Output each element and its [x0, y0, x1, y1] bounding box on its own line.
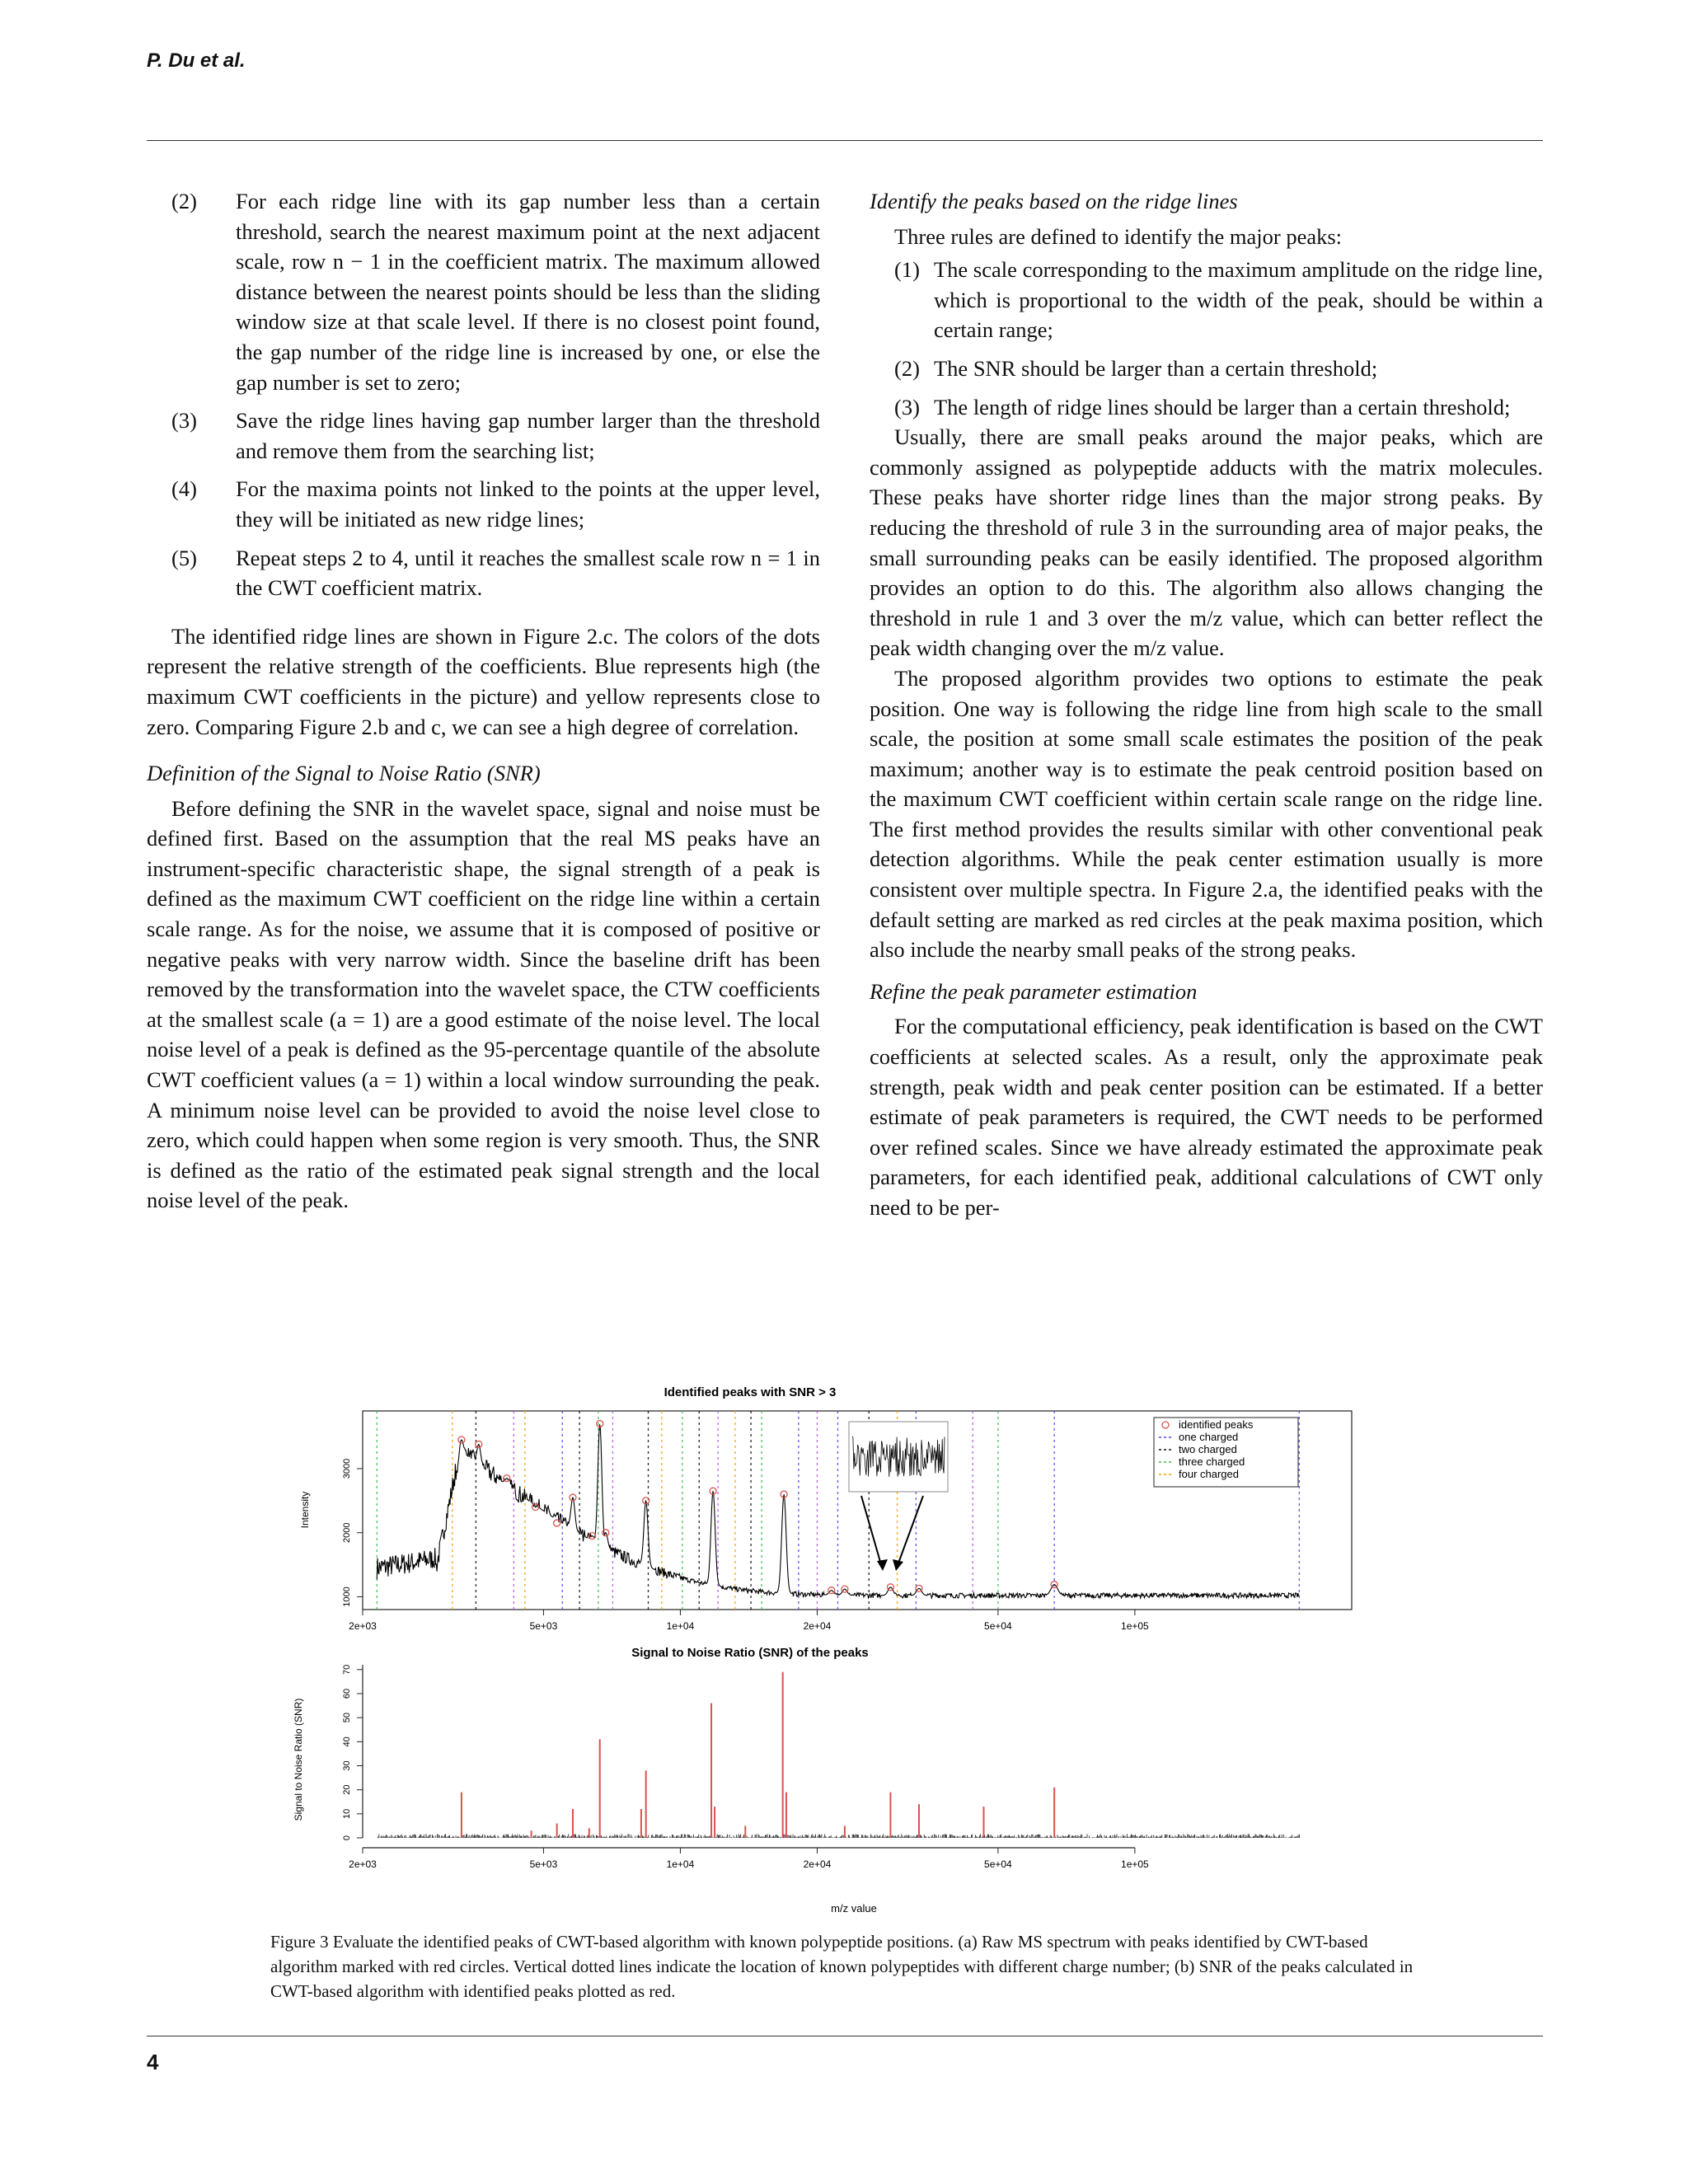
x-tick-label: 5e+04: [984, 1620, 1012, 1632]
paragraph: Before defining the SNR in the wavelet space, signal and noise must be defined first. Based on the assumption that the real MS peaks have an instrument-specific characteristic shape, the signal strength of a peak is defined as the maximum CWT coefficient on the ridge line within a certain scale range. As for the noise, we assume that it is composed of positive or negative peaks with very narrow width. Since the baseline drift has been removed by the transformation into the wavelet space, the CTW coefficients at the smallest scale (a = 1) are a good estimate of the noise level. The local noise level of a peak is defined as the 95-percentage quantile of the absolute CWT coefficient values (a = 1) within a local window surrounding the peak. A minimum noise level can be provided to avoid the noise level close to zero, which could happen when some region is very smooth. Thus, the SNR is defined as the ratio of the estimated peak signal strength and the local noise level of the peak.: [147, 795, 820, 1213]
y-tick-label: 1000: [342, 1586, 352, 1607]
arrowhead: [877, 1559, 888, 1571]
y-tick-label: 30: [342, 1760, 352, 1771]
header-rule: [147, 140, 1543, 141]
inset-arrow: [861, 1496, 882, 1568]
snr-baseline: [377, 1834, 1299, 1838]
list-number: (3): [171, 408, 197, 434]
paragraph: The identified ridge lines are shown in Figure 2.c. The colors of the dots represent the relative strength of the coefficients. Blue represents high (the maximum CWT coefficients in the picture) and yellow represents close to zero. Comparing Figure 2.b and c, we can see a high degree of correlation.: [147, 623, 820, 739]
list-item: [147, 474, 820, 534]
list-item: [147, 186, 820, 397]
list-text: Repeat steps 2 to 4, until it reaches the smallest scale row n = 1 in the CWT coefficient matrix.: [236, 545, 820, 601]
y-tick-label: 40: [342, 1736, 352, 1747]
figure-3-plots: [280, 1376, 1368, 1920]
legend-label: one charged: [1179, 1431, 1239, 1443]
x-tick-label: 1e+04: [666, 1858, 695, 1870]
chart-title-bottom: Signal to Noise Ratio (SNR) of the peaks: [631, 1646, 869, 1660]
figure-caption: Figure 3 Evaluate the identified peaks of CWT-based algorithm with known polypeptide positions. (a) Raw MS spectrum with peaks identified by CWT-based algorithm marked with red circles. Vertical dotted lines indicate the location of known polypeptides with different charge number; (b) SNR of the peaks calculated in CWT-based algorithm with identified peaks plotted as red.: [270, 1932, 1414, 2001]
list-number: (2): [894, 355, 920, 381]
list-number: (5): [171, 545, 197, 570]
x-tick-label: 2e+03: [349, 1620, 377, 1632]
arrowhead: [893, 1559, 903, 1571]
paragraph: Three rules are defined to identify the major peaks:: [894, 223, 1343, 249]
x-axis-label: m/z value: [831, 1902, 877, 1915]
legend-label: three charged: [1179, 1455, 1245, 1468]
legend-label: four charged: [1179, 1468, 1239, 1480]
x-tick-label: 1e+05: [1121, 1858, 1149, 1870]
paragraph: For the computational efficiency, peak identification is based on the CWT coefficients at selected scales. As a result, only the approximate peak strength, peak width and peak center position can be estimated. If a better estimate of peak parameters is required, the CWT needs to be performed over refined scales. Since we have already estimated the approximate peak parameters, for each identified peak, additional calculations of CWT only need to be per-: [870, 1014, 1543, 1220]
paragraph: The proposed algorithm provides two options to estimate the peak position. One way is following the ridge line from high scale to the small scale, the position at some small scale estimates the position of the peak maximum; another way is to estimate the peak centroid position based on the maximum CWT coefficient within certain scale range on the ridge line. The first method provides the results similar with other conventional peak detection algorithms. While the peak center estimation usually is more consistent over multiple spectra. In Figure 2.a, the identified peaks with the default setting are marked as red circles at the peak maxima position, which also include the nearby small peaks of the strong peaks.: [870, 665, 1543, 963]
list-number: (3): [894, 394, 920, 419]
x-tick-label: 2e+04: [803, 1858, 832, 1870]
list-text: For each ridge line with its gap number less than a certain threshold, search the nearest maximum point at the next adjacent scale, row n − 1 in the coefficient matrix. The maximum allowed distance between the nearest points should be less than the sliding window size at that scale level. If there is no closest point found, the gap number of the ridge line is increased by one, or else the gap number is set to zero;: [236, 189, 820, 395]
list-item: [870, 354, 1543, 384]
y-tick-label: 70: [342, 1664, 352, 1675]
inset-arrow: [897, 1496, 923, 1568]
list-text: The length of ridge lines should be larger than a certain threshold;: [934, 394, 1511, 419]
page-number: 4: [147, 2050, 159, 2074]
section-title: Identify the peaks based on the ridge lines: [870, 189, 1238, 213]
legend-label: identified peaks: [1179, 1418, 1254, 1431]
y-tick-label: 60: [342, 1688, 352, 1699]
list-number: (1): [894, 257, 920, 283]
list-item: [147, 405, 820, 466]
x-tick-label: 5e+03: [529, 1620, 558, 1632]
y-axis-label-top: Intensity: [299, 1491, 311, 1529]
y-tick-label: 20: [342, 1784, 352, 1795]
identified-peak-marker: [554, 1520, 560, 1526]
paragraph: Usually, there are small peaks around the major peaks, which are commonly assigned as polypeptide adducts with the matrix molecules. These peaks have shorter ridge lines than the major strong peaks. By reducing the threshold of rule 3 in the surrounding area of major peaks, the small surrounding peaks can be easily identified. The proposed algorithm provides an option to do this. The algorithm also allows changing the threshold in rule 1 and 3 over the m/z value, which can better reflect the peak width changing over the m/z value.: [870, 424, 1543, 661]
x-tick-label: 1e+05: [1121, 1620, 1149, 1632]
y-tick-label: 50: [342, 1713, 352, 1723]
x-tick-label: 1e+04: [666, 1620, 695, 1632]
y-tick-label: 3000: [342, 1458, 352, 1479]
running-head-author: P. Du et al.: [147, 49, 246, 72]
x-tick-label: 2e+04: [803, 1620, 832, 1632]
x-tick-label: 5e+04: [984, 1858, 1012, 1870]
section-title: Refine the peak parameter estimation: [870, 978, 1198, 1004]
left-column: [147, 186, 820, 1232]
x-tick-label: 5e+03: [529, 1858, 558, 1870]
list-text: For the maxima points not linked to the points at the upper level, they will be initiated as new ridge lines;: [236, 476, 820, 532]
y-tick-label: 0: [342, 1835, 352, 1841]
section-title: Definition of the Signal to Noise Ratio (SNR): [147, 761, 541, 786]
y-axis-label-bottom: Signal to Noise Ratio (SNR): [293, 1698, 304, 1821]
list-text: Save the ridge lines having gap number larger than the threshold and remove them from the searching list;: [236, 408, 820, 463]
y-tick-label: 10: [342, 1808, 352, 1819]
spectrum-plot: [342, 1411, 1352, 1632]
snr-plot: [342, 1665, 1299, 1870]
figure-3: [280, 1376, 1368, 1920]
chart-title-top: Identified peaks with SNR > 3: [663, 1385, 837, 1399]
y-tick-label: 2000: [342, 1522, 352, 1543]
x-tick-label: 2e+03: [349, 1858, 377, 1870]
list-item: [870, 392, 1543, 423]
list-text: The SNR should be larger than a certain threshold;: [934, 355, 1378, 381]
list-item: [147, 543, 820, 603]
list-number: (4): [171, 476, 197, 502]
list-number: (2): [171, 189, 197, 213]
list-text: The scale corresponding to the maximum amplitude on the ridge line, which is proportional to the width of the peak, should be within a certain range;: [934, 257, 1543, 343]
legend-label: two charged: [1179, 1443, 1237, 1455]
list-item: [870, 255, 1543, 345]
right-column: [870, 186, 1543, 1223]
